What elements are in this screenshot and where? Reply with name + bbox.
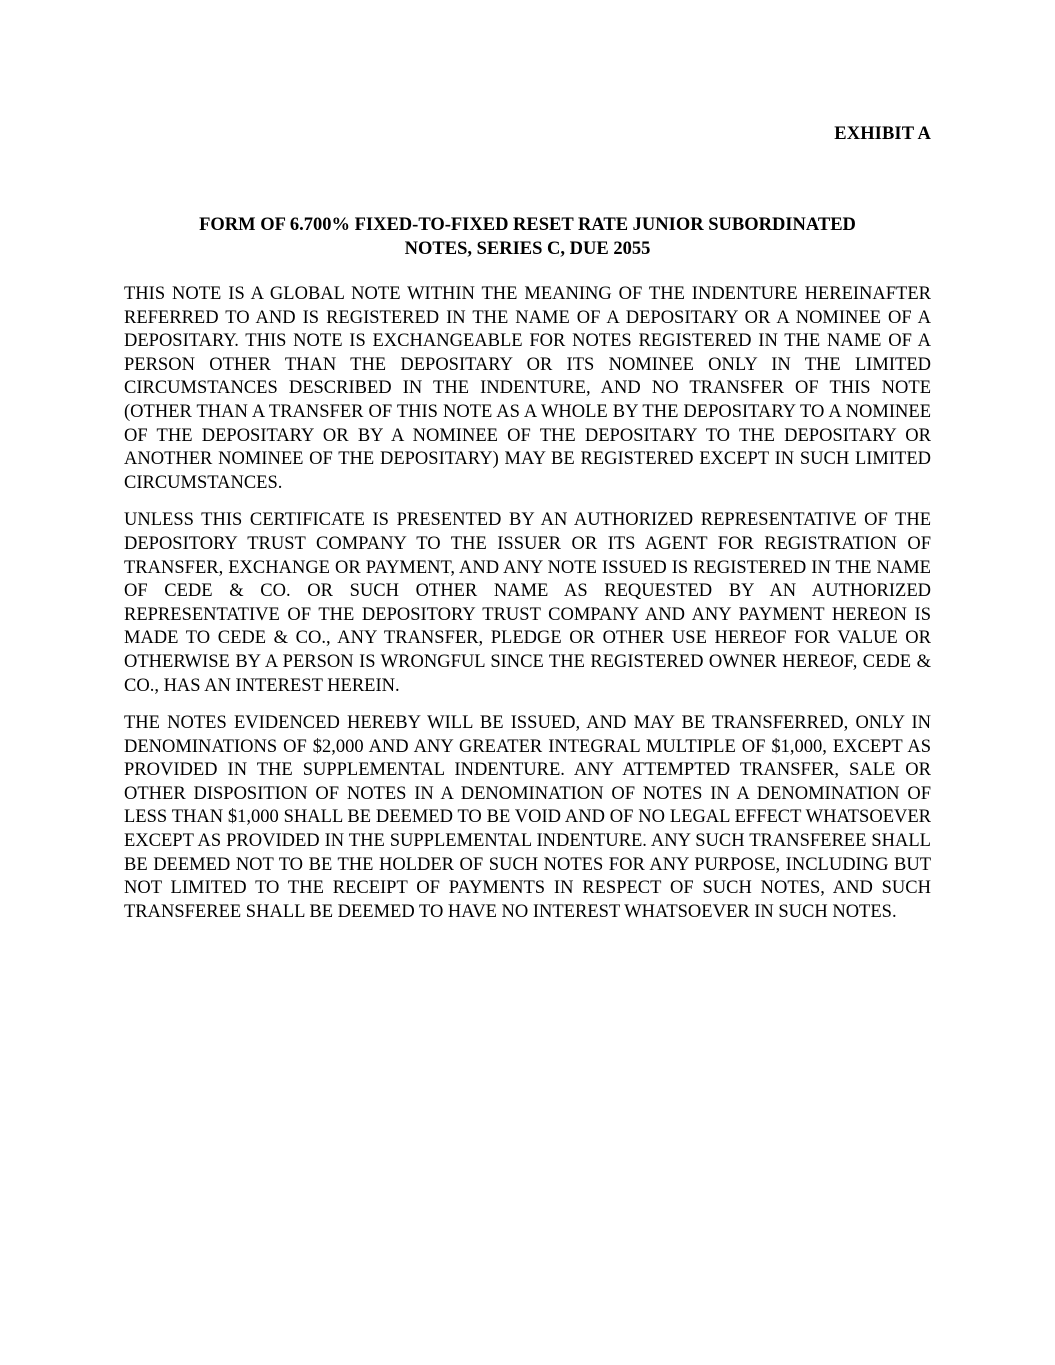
denomination-legend-paragraph: THE NOTES EVIDENCED HEREBY WILL BE ISSUED, AND MAY BE TRANSFERRED, ONLY IN DENOMINATIONS OF $2,000 AND ANY GREATER INTEGRAL MULTIPLE OF $1,000, EXCEPT AS PROVIDED IN THE SUPPLEMENTAL INDENTURE. ANY ATTEMPTED TRANSFER, SALE OR OTHER DISPOSITION OF NOTES IN A DENOMINATION OF NOTES IN A DENOMINATION OF LESS THAN $1,000 SHALL BE DEEMED TO BE VOID AND OF NO LEGAL EFFECT WHATSOEVER EXCEPT AS PROVIDED IN THE SUPPLEMENTAL INDENTURE. ANY SUCH TRANSFEREE SHALL BE DEEMED NOT TO BE THE HOLDER OF SUCH NOTES FOR ANY PURPOSE, INCLUDING BUT NOT LIMITED TO THE RECEIPT OF PAYMENTS IN RESPECT OF SUCH NOTES, AND SUCH TRANSFEREE SHALL BE DEEMED TO HAVE NO INTEREST WHATSOEVER IN SUCH NOTES.: [124, 713, 931, 922]
title-line-2: NOTES, SERIES C, DUE 2055: [404, 238, 651, 259]
global-note-legend-paragraph: THIS NOTE IS A GLOBAL NOTE WITHIN THE MEANING OF THE INDENTURE HEREINAFTER REFERRED TO AND IS REGISTERED IN THE NAME OF A DEPOSITARY OR A NOMINEE OF A DEPOSITARY. THIS NOTE IS EXCHANGEABLE FOR NOTES REGISTERED IN THE NAME OF A PERSON OTHER THAN THE DEPOSITARY OR ITS NOMINEE ONLY IN THE LIMITED CIRCUMSTANCES DESCRIBED IN THE INDENTURE, AND NO TRANSFER OF THIS NOTE (OTHER THAN A TRANSFER OF THIS NOTE AS A WHOLE BY THE DEPOSITARY TO A NOMINEE OF THE DEPOSITARY OR BY A NOMINEE OF THE DEPOSITARY TO THE DEPOSITARY OR ANOTHER NOMINEE OF THE DEPOSITARY) MAY BE REGISTERED EXCEPT IN SUCH LIMITED CIRCUMSTANCES.: [124, 284, 931, 493]
document-title: [124, 214, 931, 261]
title-line-1: FORM OF 6.700% FIXED-TO-FIXED RESET RATE JUNIOR SUBORDINATED: [199, 215, 856, 235]
exhibit-label: EXHIBIT A: [834, 124, 931, 144]
document-body: [124, 283, 931, 938]
dtc-legend-paragraph: UNLESS THIS CERTIFICATE IS PRESENTED BY AN AUTHORIZED REPRESENTATIVE OF THE DEPOSITORY TRUST COMPANY TO THE ISSUER OR ITS AGENT FOR REGISTRATION OF TRANSFER, EXCHANGE OR PAYMENT, AND ANY NOTE ISSUED IS REGISTERED IN THE NAME OF CEDE & CO. OR SUCH OTHER NAME AS REQUESTED BY AN AUTHORIZED REPRESENTATIVE OF THE DEPOSITORY TRUST COMPANY AND ANY PAYMENT HEREON IS MADE TO CEDE & CO., ANY TRANSFER, PLEDGE OR OTHER USE HEREOF FOR VALUE OR OTHERWISE BY A PERSON IS WRONGFUL SINCE THE REGISTERED OWNER HEREOF, CEDE & CO., HAS AN INTEREST HEREIN.: [124, 510, 931, 696]
